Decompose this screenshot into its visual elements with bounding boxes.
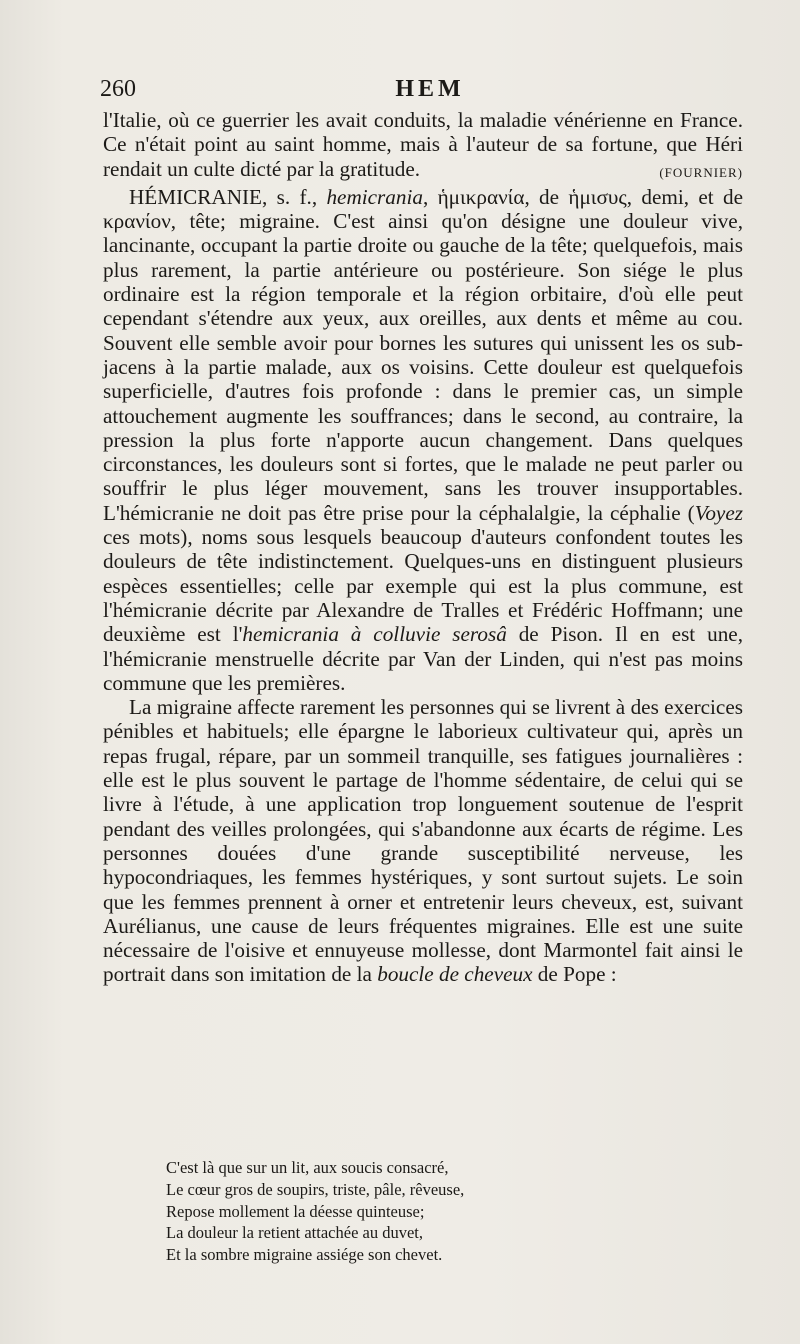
verse-line: C'est là que sur un lit, aux soucis consacré,	[166, 1158, 449, 1177]
paragraph-migraine	[103, 695, 743, 987]
verse-line: Repose mollement la déesse quinteuse;	[166, 1201, 425, 1221]
body-text	[103, 108, 743, 987]
entry-text: , s. f.,	[262, 184, 327, 209]
paragraph-text: La migraine affecte rarement les personnes qui se livrent à des exercices pénibles et habituels; elle épargne le laborieux cultivateur qui, après un repas frugal, répare, par un sommeil tranquille, ses fatigues journalières : elle est le plus souvent le partage de l'homme sédentaire, de celui qui se livre à l'étude, à une application trop longuement soutenue de l'esprit pendant des veilles prolongées, qui s'abandonne aux écarts de régime. Les personnes douées d'une grande susceptibilité nerveuse, les hypocondriaques, les femmes hystériques, y sont surtout sujets. Le soin que les femmes prennent à orner et entretenir leurs cheveux, est, suivant Aurélianus, une cause de leurs fréquentes migraines. Elle est une suite nécessaire de l'oisive et ennuyeuse mollesse, dont Marmontel fait ainsi le portrait dans son imitation de la	[103, 695, 743, 987]
cross-reference: Voyez	[694, 500, 743, 525]
work-title: boucle de cheveux	[377, 962, 533, 987]
latin-term: hemicrania à colluvie serosâ	[242, 622, 507, 647]
paragraph-text: l'Italie, où ce guerrier les avait conduits, la maladie vénérienne en France. Ce n'était point au saint homme, mais à l'auteur de sa fortune, que Héri rendait un culte dicté par la gratitude.	[103, 108, 743, 181]
verse-line: La douleur la retient attachée au duvet,	[166, 1223, 423, 1243]
author-signature: (FOURNIER)	[659, 164, 743, 180]
entry-hemicranie	[103, 185, 743, 695]
verse-quotation	[166, 1157, 726, 1266]
verse-line: Le cœur gros de soupirs, triste, pâle, rêveuse,	[166, 1179, 465, 1199]
entry-text: de Pison. Il en est une, l'hémicranie menstruelle décrite par Van der Linden, qui n'est pas moins commune que les premières.	[103, 622, 743, 695]
page-header	[100, 76, 760, 106]
verse-line: Et la sombre migraine assiége son chevet.	[166, 1245, 443, 1265]
running-head: HEM	[395, 76, 465, 102]
page-number: 260	[100, 76, 136, 102]
entry-text: ces mots), noms sous lesquels beaucoup d'auteurs confondent toutes les douleurs de tête indistinctement. Quelques-uns en distinguent plusieurs espèces essentielles; celle par exemple qui est la plus commune, est l'hémicranie décrite par Alexandre de Tralles et Frédéric Hoffmann; une deuxième est l'	[103, 525, 743, 647]
latin-term: hemicrania	[326, 184, 423, 209]
paragraph-text: de Pope :	[532, 962, 617, 987]
entry-headword: HÉMICRANIE	[129, 184, 263, 209]
paragraph-continuation	[103, 108, 743, 181]
entry-text: , ἡμικρανία, de ἡμισυς, demi, et de κρανίον, tête; migraine. C'est ainsi qu'on désigne une douleur vive, lancinante, occupant la partie droite ou gauche de la tête; quelquefois, mais plus rarement, la partie antérieure ou postérieure. Son siége le plus ordinaire est la région temporale et la région orbitaire, d'où elle peut cependant s'étendre aux yeux, aux oreilles, aux dents et même au cou. Souvent elle semble avoir pour bornes les sutures qui unissent les os sub-jacens à la partie malade, aux os voisins. Cette douleur est quelquefois superficielle, d'autres fois profonde : dans le premier cas, un simple attouchement augmente les souffrances; dans le second, au contraire, la pression la plus forte n'apporte aucun changement. Dans quelques circonstances, les douleurs sont si fortes, que le malade ne peut parler ou souffrir le plus léger mouvement, sans les trouver insupportables. L'hémicranie ne doit pas être prise pour la céphalalgie, la céphalie (	[103, 184, 743, 525]
